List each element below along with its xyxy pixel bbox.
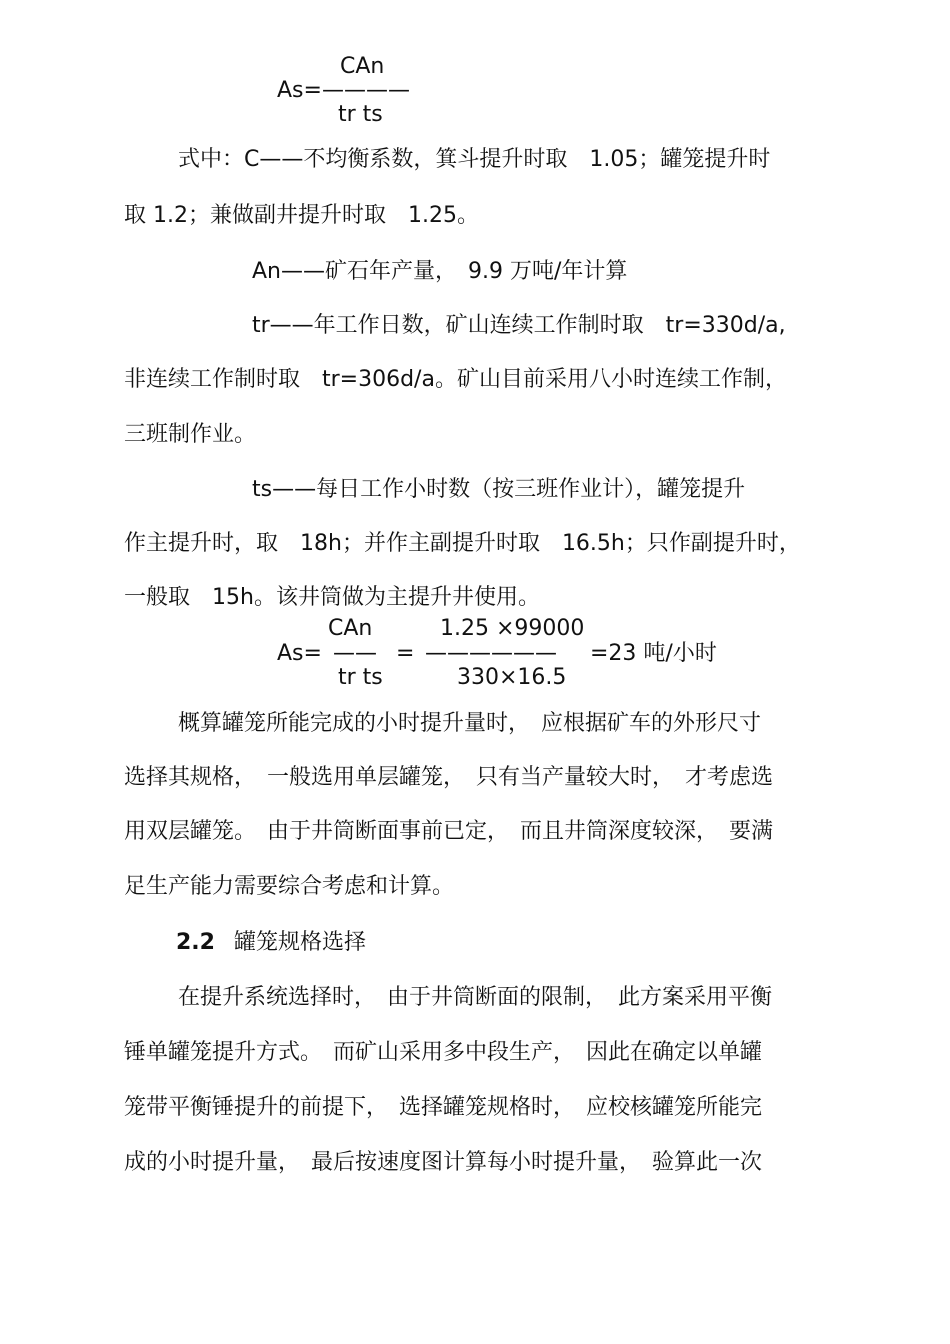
formula2-bar-symbolic: —— [333,641,377,666]
formula1-numerator: CAn [340,54,385,79]
formula2-numerator-numeric: 1.25 ×99000 [440,616,585,641]
formula2-bar-numeric: —————— [425,641,557,666]
para-ts-line3: 一般取 15h。该井筒做为主提升井使用。 [124,585,540,610]
para-tr-line1: tr——年工作日数，矿山连续工作制时取 tr=330d/a, [252,313,786,338]
para-an-line1: An——矿石年产量， 9.9 万吨/年计算 [252,259,628,284]
para-tr-line2: 非连续工作制时取 tr=306d/a。矿山目前采用八小时连续工作制， [124,367,787,392]
formula2-lhs: As= [277,641,322,666]
para-tr-line3: 三班制作业。 [124,422,257,447]
formula1-denominator: tr ts [338,102,383,127]
formula2-result: =23 吨/小时 [590,641,717,666]
para-cage-line2: 选择其规格， 一般选用单层罐笼， 只有当产量较大时， 才考虑选 [124,765,774,790]
section-title: 罐笼规格选择 [234,930,367,955]
section-number: 2.2 [176,930,215,955]
formula1-lhs: As=———— [277,78,410,103]
para-select-line4: 成的小时提升量， 最后按速度图计算每小时提升量， 验算此一次 [124,1150,763,1175]
para-ts-line1: ts——每日工作小时数（按三班作业计），罐笼提升 [252,477,746,502]
para-ts-line2: 作主提升时，取 18h；并作主副提升时取 16.5h；只作副提升时， [124,531,801,556]
para-c-line2: 取 1.2；兼做副井提升时取 1.25。 [124,203,479,228]
formula2-equals: = [396,641,415,666]
para-cage-line4: 足生产能力需要综合考虑和计算。 [124,874,455,899]
para-select-line2: 锤单罐笼提升方式。 而矿山采用多中段生产， 因此在确定以单罐 [124,1040,763,1065]
formula2-denominator-symbolic: tr ts [338,665,383,690]
para-select-line1: 在提升系统选择时， 由于井筒断面的限制， 此方案采用平衡 [178,985,773,1010]
formula2-denominator-numeric: 330×16.5 [457,665,567,690]
para-select-line3: 笼带平衡锤提升的前提下， 选择罐笼规格时， 应校核罐笼所能完 [124,1095,763,1120]
para-c-line1: 式中：C——不均衡系数，箕斗提升时取 1.05；罐笼提升时 [178,147,771,172]
formula2-numerator-symbolic: CAn [328,616,373,641]
para-cage-line1: 概算罐笼所能完成的小时提升量时， 应根据矿车的外形尺寸 [178,711,762,736]
para-cage-line3: 用双层罐笼。 由于井筒断面事前已定， 而且井筒深度较深， 要满 [124,819,774,844]
